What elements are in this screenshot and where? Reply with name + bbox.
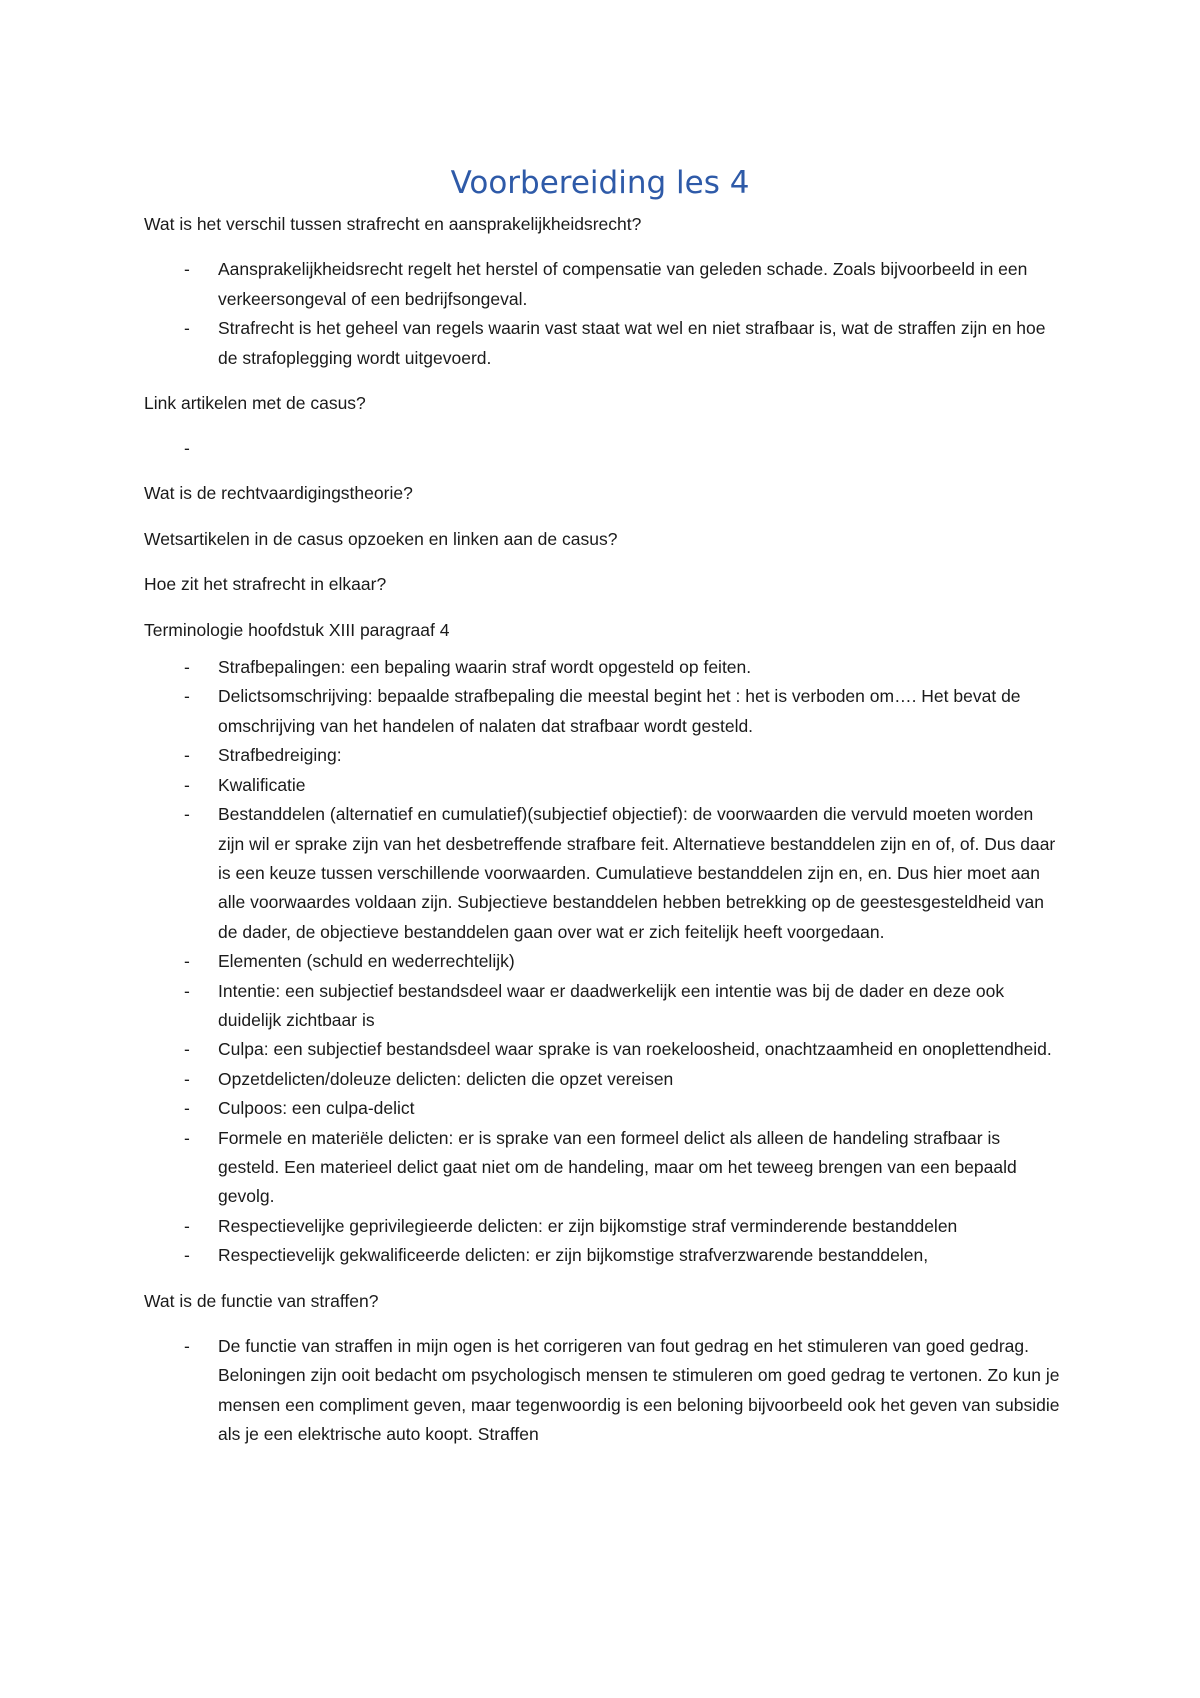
list-item: - Intentie: een subjectief bestandsdeel waar er daadwerkelijk een intentie was bij de dader en deze ook duidelijk zichtbaar is [144,977,1064,1036]
dash-bullet: - [184,980,190,1001]
list-item: - Respectievelijke geprivilegieerde delicten: er zijn bijkomstige straf verminderende bestanddelen [144,1212,1064,1241]
dash-bullet: - [184,774,190,795]
dash-bullet: - [184,1068,190,1089]
list-item: - Aansprakelijkheidsrecht regelt het herstel of compensatie van geleden schade. Zoals bijvoorbeeld in een verkeersongeval of een bedrijfsongeval. [144,255,1064,314]
question-strafrecht-structuur: Hoe zit het strafrecht in elkaar? [144,574,387,595]
question-verschil: Wat is het verschil tussen strafrecht en aansprakelijkheidsrecht? [144,214,642,234]
list-item: - Respectievelijk gekwalificeerde delicten: er zijn bijkomstige strafverzwarende bestanddelen, [144,1241,1064,1270]
dash-bullet: - [184,1039,190,1060]
question-link-artikelen: Link artikelen met de casus? [144,393,366,414]
dash-bullet: - [184,1098,190,1119]
dash-bullet: - [184,1245,190,1266]
document-body [144,210,1064,1466]
list-item: - Formele en materiële delicten: er is sprake van een formeel delict als alleen de handeling strafbaar is gesteld. Een materieel delict gaat niet om de handeling, maar om het teweeg brengen van een bepaald gevolg. [144,1124,1064,1212]
document-title: Voorbereiding les 4 [450,165,750,201]
answer-list-link-artikelen [144,434,1064,463]
terms-list [144,653,1064,1271]
dash-bullet: - [184,1336,190,1356]
list-item: - De functie van straffen in mijn ogen is het corrigeren van fout gedrag en het stimuleren van goed gedrag. Beloningen zijn ooit bedacht om psychologisch mensen te stimuleren om goed gedrag te vertonen. Zo kun je mensen een compliment geven, maar tegenwoordig is een beloning bijvoorbeeld ook het geven van subsidie als je een elektrische auto koopt. Straffen [144,1332,1064,1450]
dash-bullet: - [184,951,190,972]
list-item: - Strafrecht is het geheel van regels waarin vast staat wat wel en niet strafbaar is, wat de straffen zijn en hoe de strafoplegging wordt uitgevoerd. [144,314,1064,373]
dash-bullet: - [184,686,190,707]
question-wetsartikelen: Wetsartikelen in de casus opzoeken en linken aan de casus? [144,528,618,549]
question-functie-straffen: Wat is de functie van straffen? [144,1290,379,1311]
dash-bullet: - [184,657,190,678]
dash-bullet: - [184,1127,190,1148]
dash-bullet: - [184,259,190,280]
answer-list-verschil [144,255,1064,373]
list-item: - Strafbepalingen: een bepaling waarin straf wordt opgesteld op feiten. [144,653,1064,682]
list-item-empty [144,434,1064,463]
dash-bullet: - [184,318,190,339]
dash-bullet: - [184,438,190,459]
list-item: - Delictsomschrijving: bepaalde strafbepaling die meestal begint het : het is verboden om…. Het bevat de omschrijving van het handelen of nalaten dat strafbaar wordt gesteld. [144,682,1064,741]
list-item: - Culpoos: een culpa-delict [144,1094,1064,1123]
list-item: - Elementen (schuld en wederrechtelijk) [144,947,1064,976]
list-item: - Strafbedreiging: [144,741,1064,770]
list-item: - Bestanddelen (alternatief en cumulatief)(subjectief objectief): de voorwaarden die vervuld moeten worden zijn wil er sprake zijn van het desbetreffende strafbare feit. Alternatieve bestanddelen zijn en of, of. Dus daar is een keuze tussen verschillende voorwaarden. Cumulatieve bestanddelen zijn en, en. Dus hier moet aan alle voorwaardes voldaan zijn. Subjectieve bestanddelen hebben betrekking op de geestesgesteldheid van de dader, de objectieve bestanddelen gaan over wat er zich feitelijk heeft voorgedaan. [144,800,1064,947]
list-item: - Opzetdelicten/doleuze delicten: delicten die opzet vereisen [144,1065,1064,1094]
dash-bullet: - [184,804,190,825]
dash-bullet: - [184,745,190,766]
list-item: - Culpa: een subjectief bestandsdeel waar sprake is van roekeloosheid, onachtzaamheid en onoplettendheid. [144,1035,1064,1064]
dash-bullet: - [184,1215,190,1236]
question-terminologie: Terminologie hoofdstuk XIII paragraaf 4 [144,619,450,640]
list-item: - Kwalificatie [144,771,1064,800]
answer-list-functie-straffen [144,1332,1064,1450]
question-rechtvaardigingstheorie: Wat is de rechtvaardigingstheorie? [144,483,413,504]
